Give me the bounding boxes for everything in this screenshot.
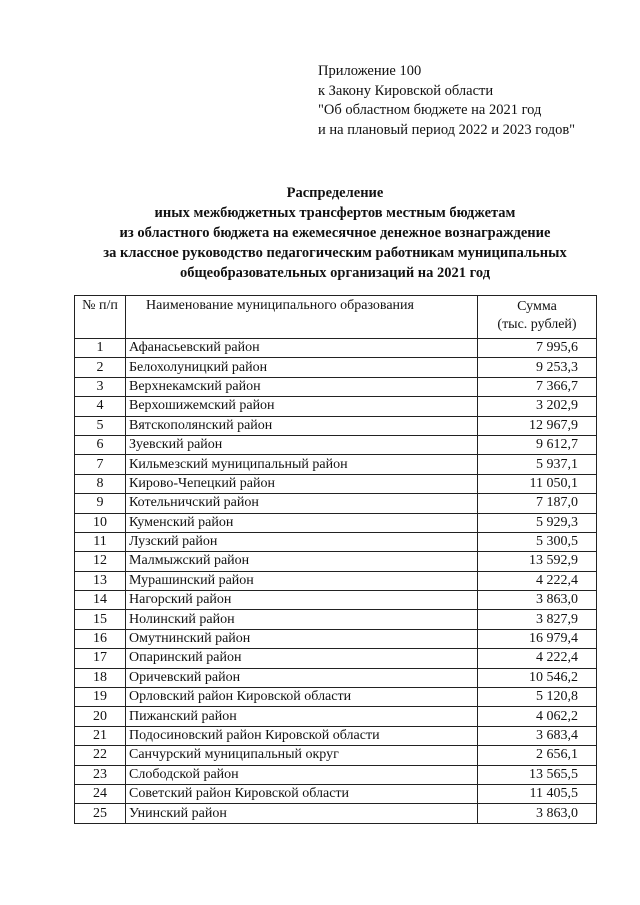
row-number: 1 — [75, 339, 126, 358]
row-number: 17 — [75, 649, 126, 668]
table-row — [75, 377, 597, 396]
annex-line: к Закону Кировской области — [318, 82, 494, 99]
row-municipality: Унинский район — [126, 804, 478, 823]
table-row — [75, 358, 597, 377]
table-row — [75, 591, 597, 610]
annex-line: "Об областном бюджете на 2021 год — [318, 102, 542, 118]
row-sum: 7 995,6 — [478, 339, 597, 358]
row-sum: 5 937,1 — [478, 455, 597, 474]
table-row — [75, 765, 597, 784]
row-sum: 5 300,5 — [478, 532, 597, 551]
document-title — [70, 183, 600, 283]
row-municipality: Котельничский район — [126, 494, 478, 513]
row-sum: 13 592,9 — [478, 552, 597, 571]
row-sum: 3 202,9 — [478, 397, 597, 416]
table-row — [75, 552, 597, 571]
row-sum: 11 050,1 — [478, 474, 597, 493]
row-number: 12 — [75, 552, 126, 571]
row-number: 2 — [75, 358, 126, 377]
table-row — [75, 397, 597, 416]
row-municipality: Подосиновский район Кировской области — [126, 726, 478, 745]
table-row — [75, 746, 597, 765]
row-number: 3 — [75, 377, 126, 396]
row-number: 25 — [75, 804, 126, 823]
row-sum: 3 863,0 — [478, 804, 597, 823]
header-sum-unit: (тыс. рублей) — [497, 317, 577, 332]
title-line: Распределение — [286, 185, 384, 201]
row-number: 19 — [75, 688, 126, 707]
row-number: 14 — [75, 591, 126, 610]
row-municipality: Слободской район — [126, 765, 478, 784]
row-number: 11 — [75, 532, 126, 551]
annex-header — [318, 62, 575, 140]
table-row — [75, 532, 597, 551]
row-number: 21 — [75, 726, 126, 745]
table-row — [75, 474, 597, 493]
row-municipality: Нолинский район — [126, 610, 478, 629]
row-municipality: Афанасьевский район — [126, 339, 478, 358]
table-row — [75, 416, 597, 435]
distribution-table — [74, 295, 597, 824]
table-row — [75, 784, 597, 803]
table-row — [75, 688, 597, 707]
row-number: 9 — [75, 494, 126, 513]
header-sum-label: Сумма — [517, 299, 557, 314]
header-municipality: Наименование муниципального образования — [126, 296, 478, 339]
table-row — [75, 455, 597, 474]
row-municipality: Орловский район Кировской области — [126, 688, 478, 707]
row-sum: 5 120,8 — [478, 688, 597, 707]
header-number: № п/п — [75, 296, 126, 339]
table-row — [75, 494, 597, 513]
row-municipality: Куменский район — [126, 513, 478, 532]
row-sum: 2 656,1 — [478, 746, 597, 765]
row-sum: 4 222,4 — [478, 571, 597, 590]
row-sum: 12 967,9 — [478, 416, 597, 435]
row-sum: 11 405,5 — [478, 784, 597, 803]
row-sum: 5 929,3 — [478, 513, 597, 532]
row-number: 4 — [75, 397, 126, 416]
row-sum: 9 612,7 — [478, 435, 597, 454]
row-municipality: Санчурский муниципальный округ — [126, 746, 478, 765]
row-municipality: Лузский район — [126, 532, 478, 551]
row-sum: 13 565,5 — [478, 765, 597, 784]
row-number: 23 — [75, 765, 126, 784]
row-sum: 7 366,7 — [478, 377, 597, 396]
table-row — [75, 513, 597, 532]
header-sum — [478, 296, 597, 339]
row-municipality: Верхнекамский район — [126, 377, 478, 396]
row-municipality: Зуевский район — [126, 435, 478, 454]
row-number: 22 — [75, 746, 126, 765]
table-row — [75, 339, 597, 358]
table-row — [75, 726, 597, 745]
annex-line: и на плановый период 2022 и 2023 годов" — [318, 121, 576, 138]
title-line: за классное руководство педагогическим работникам муниципальных — [103, 245, 567, 261]
table-row — [75, 435, 597, 454]
row-number: 20 — [75, 707, 126, 726]
row-number: 18 — [75, 668, 126, 687]
row-municipality: Омутнинский район — [126, 629, 478, 648]
row-sum: 16 979,4 — [478, 629, 597, 648]
row-municipality: Верхошижемский район — [126, 397, 478, 416]
row-municipality: Вятскополянский район — [126, 416, 478, 435]
row-municipality: Кильмезский муниципальный район — [126, 455, 478, 474]
row-number: 8 — [75, 474, 126, 493]
table-row — [75, 649, 597, 668]
title-line: иных межбюджетных трансфертов местным бюджетам — [154, 205, 516, 221]
row-municipality: Мурашинский район — [126, 571, 478, 590]
row-municipality: Белохолуницкий район — [126, 358, 478, 377]
table-row — [75, 629, 597, 648]
row-municipality: Малмыжский район — [126, 552, 478, 571]
row-sum: 9 253,3 — [478, 358, 597, 377]
table-row — [75, 804, 597, 823]
row-sum: 10 546,2 — [478, 668, 597, 687]
row-number: 24 — [75, 784, 126, 803]
row-number: 6 — [75, 435, 126, 454]
row-municipality: Оричевский район — [126, 668, 478, 687]
row-sum: 3 827,9 — [478, 610, 597, 629]
row-sum: 4 062,2 — [478, 707, 597, 726]
row-number: 15 — [75, 610, 126, 629]
row-sum: 4 222,4 — [478, 649, 597, 668]
row-sum: 7 187,0 — [478, 494, 597, 513]
row-number: 16 — [75, 629, 126, 648]
row-municipality: Нагорский район — [126, 591, 478, 610]
row-municipality: Советский район Кировской области — [126, 784, 478, 803]
title-line: из областного бюджета на ежемесячное денежное вознаграждение — [119, 225, 551, 241]
row-municipality: Кирово-Чепецкий район — [126, 474, 478, 493]
row-municipality: Опаринский район — [126, 649, 478, 668]
table-header-row — [75, 296, 597, 339]
row-number: 5 — [75, 416, 126, 435]
row-municipality: Пижанский район — [126, 707, 478, 726]
table-row — [75, 707, 597, 726]
row-number: 7 — [75, 455, 126, 474]
row-sum: 3 863,0 — [478, 591, 597, 610]
table-row — [75, 571, 597, 590]
annex-line: Приложение 100 — [318, 63, 422, 79]
table-row — [75, 610, 597, 629]
row-number: 10 — [75, 513, 126, 532]
row-number: 13 — [75, 571, 126, 590]
title-line: общеобразовательных организаций на 2021 год — [179, 265, 491, 281]
table-row — [75, 668, 597, 687]
row-sum: 3 683,4 — [478, 726, 597, 745]
